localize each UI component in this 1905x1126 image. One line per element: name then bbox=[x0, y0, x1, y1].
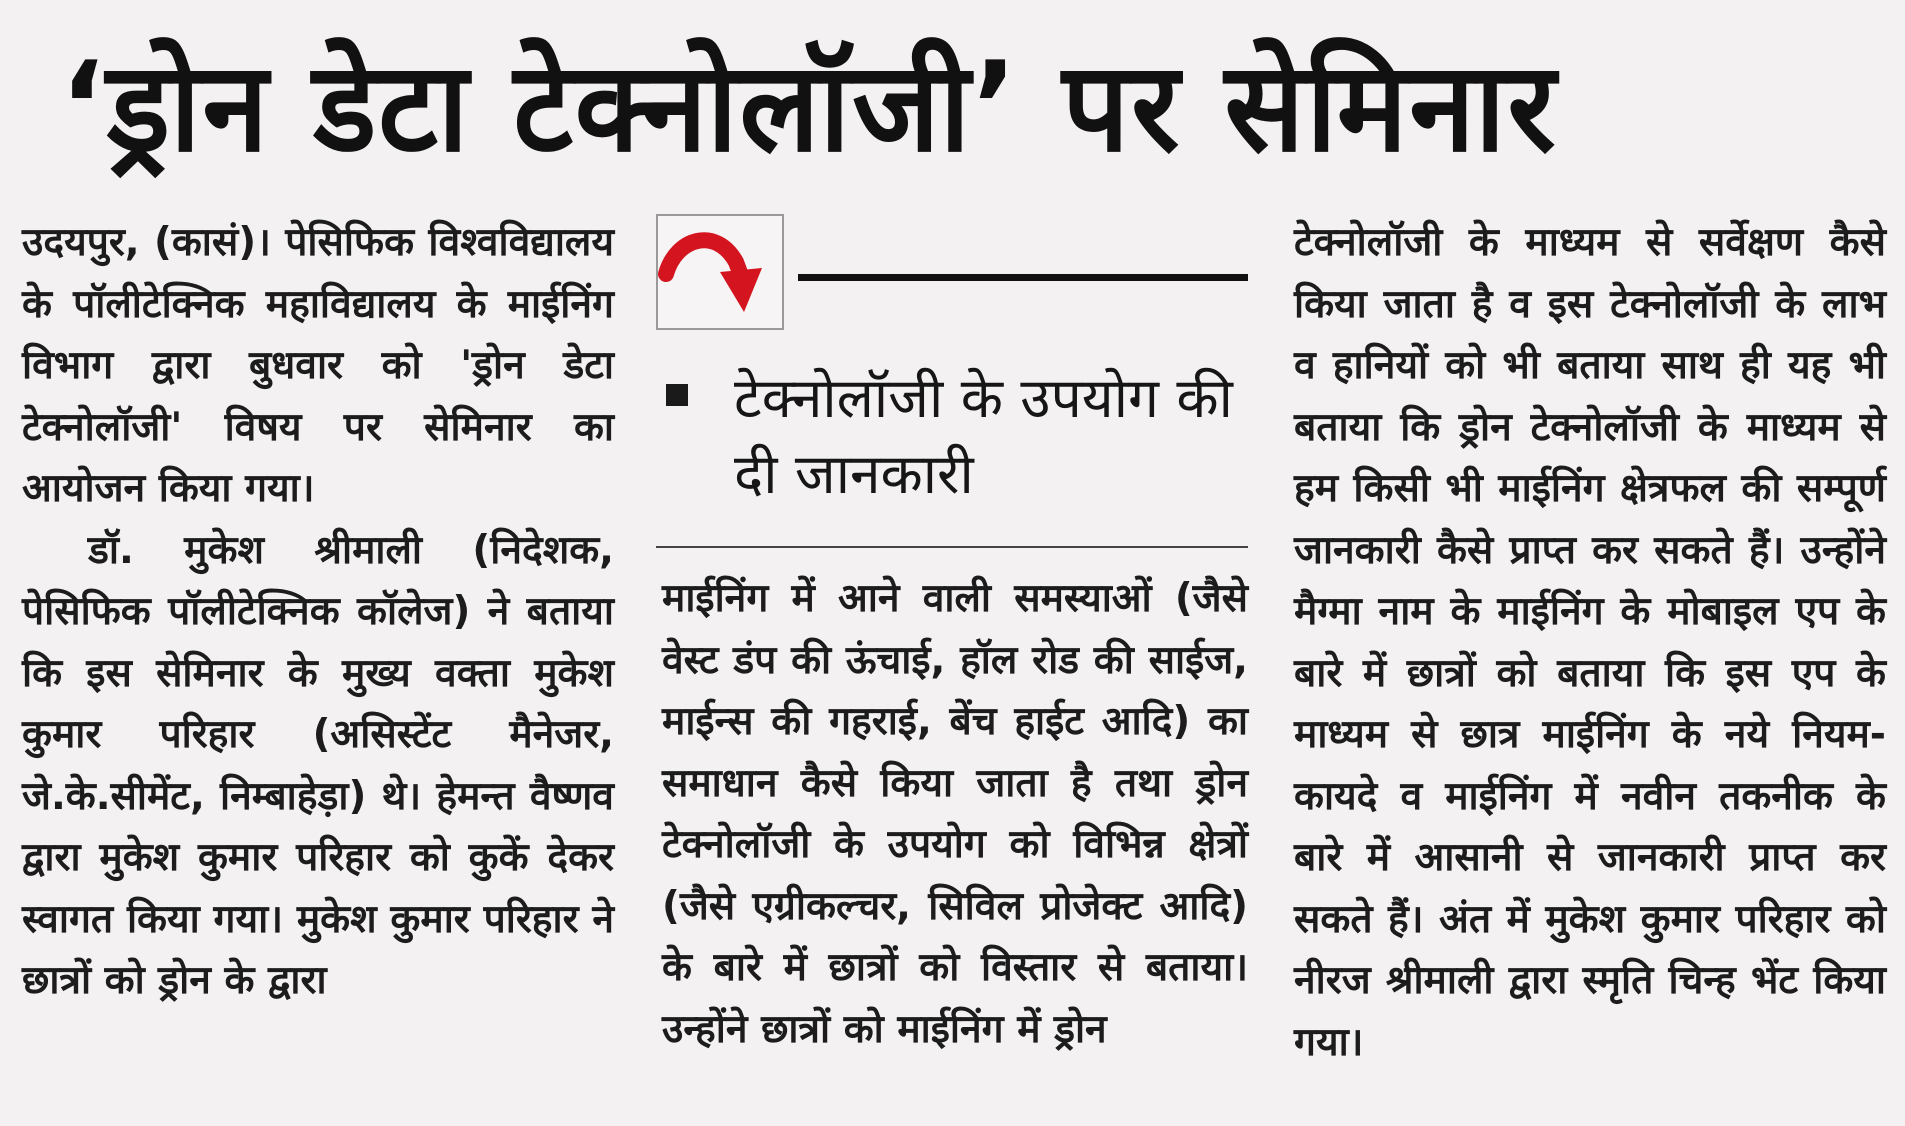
bullet-square-icon bbox=[666, 384, 688, 406]
section-rule bbox=[798, 274, 1248, 281]
article-column-2 bbox=[662, 568, 1248, 1060]
article-column-1 bbox=[22, 212, 614, 1012]
headline: ‘ड्रोन डेटा टेक्नोलॉजी’ पर सेमिनार bbox=[60, 34, 1558, 180]
column1-paragraph-2: डॉ. मुकेश श्रीमाली (निदेशक, पेसिफिक पॉलीटेक्निक कॉलेज) ने बताया कि इस सेमिनार के मुख्य वक्ता मुकेश कुमार परिहार (असिस्टेंट मैनेजर, जे.के.सीमेंट, निम्बाहेड़ा) थे। हेमन्त वैष्णव द्वारा मुकेश कुमार परिहार को कुकें देकर स्वागत किया गया। मुकेश कुमार परिहार ने छात्रों को ड्रोन के द्वारा bbox=[22, 527, 614, 1003]
column1-paragraph-1: उदयपुर, (कासं)। पेसिफिक विश्वविद्यालय के पॉलीटेक्निक महाविद्यालय के माईनिंग विभाग द्वारा बुधवार को 'ड्रोन डेटा टेक्नोलॉजी' विषय पर सेमिनार का आयोजन किया गया। bbox=[22, 220, 614, 511]
curved-arrow-icon bbox=[656, 214, 784, 330]
curved-arrow-graphic bbox=[658, 216, 782, 328]
column3-paragraph-1: टेक्नोलॉजी के माध्यम से सर्वेक्षण कैसे किया जाता है व इस टेक्नोलॉजी के लाभ व हानियों को भी बताया साथ ही यह भी बताया कि ड्रोन टेक्नोलॉजी के माध्यम से हम किसी भी माईनिंग क्षेत्रफल की सम्पूर्ण जानकारी कैसे प्राप्त कर सकते हैं। उन्होंने मैग्मा नाम के माईनिंग के मोबाइल एप के बारे में छात्रों को बताया कि इस एप के माध्यम से छात्र माईनिंग के नये नियम-कायदे व माईनिंग में नवीन तकनीक के बारे में आसानी से जानकारी प्राप्त कर सकते हैं। अंत में मुकेश कुमार परिहार को नीरज श्रीमाली द्वारा स्मृति चिन्ह भेंट किया गया। bbox=[1294, 220, 1886, 1065]
article-column-3 bbox=[1294, 212, 1886, 1073]
column2-paragraph-1: माईनिंग में आने वाली समस्याओं (जैसे वेस्ट डंप की ऊंचाई, हॉल रोड की साईज, माईन्स की गहराई, बेंच हाईट आदि) का समाधान कैसे किया जाता है तथा ड्रोन टेक्नोलॉजी के उपयोग को विभिन्न क्षेत्रों (जैसे एग्रीकल्चर, सिविल प्रोजेक्ट आदि) के बारे में छात्रों को विस्तार से बताया। उन्होंने छात्रों को माईनिंग में ड्रोन bbox=[662, 576, 1248, 1052]
subheading: टेक्नोलॉजी के उपयोग की दी जानकारी bbox=[734, 366, 1233, 506]
subheading-divider bbox=[656, 546, 1248, 548]
